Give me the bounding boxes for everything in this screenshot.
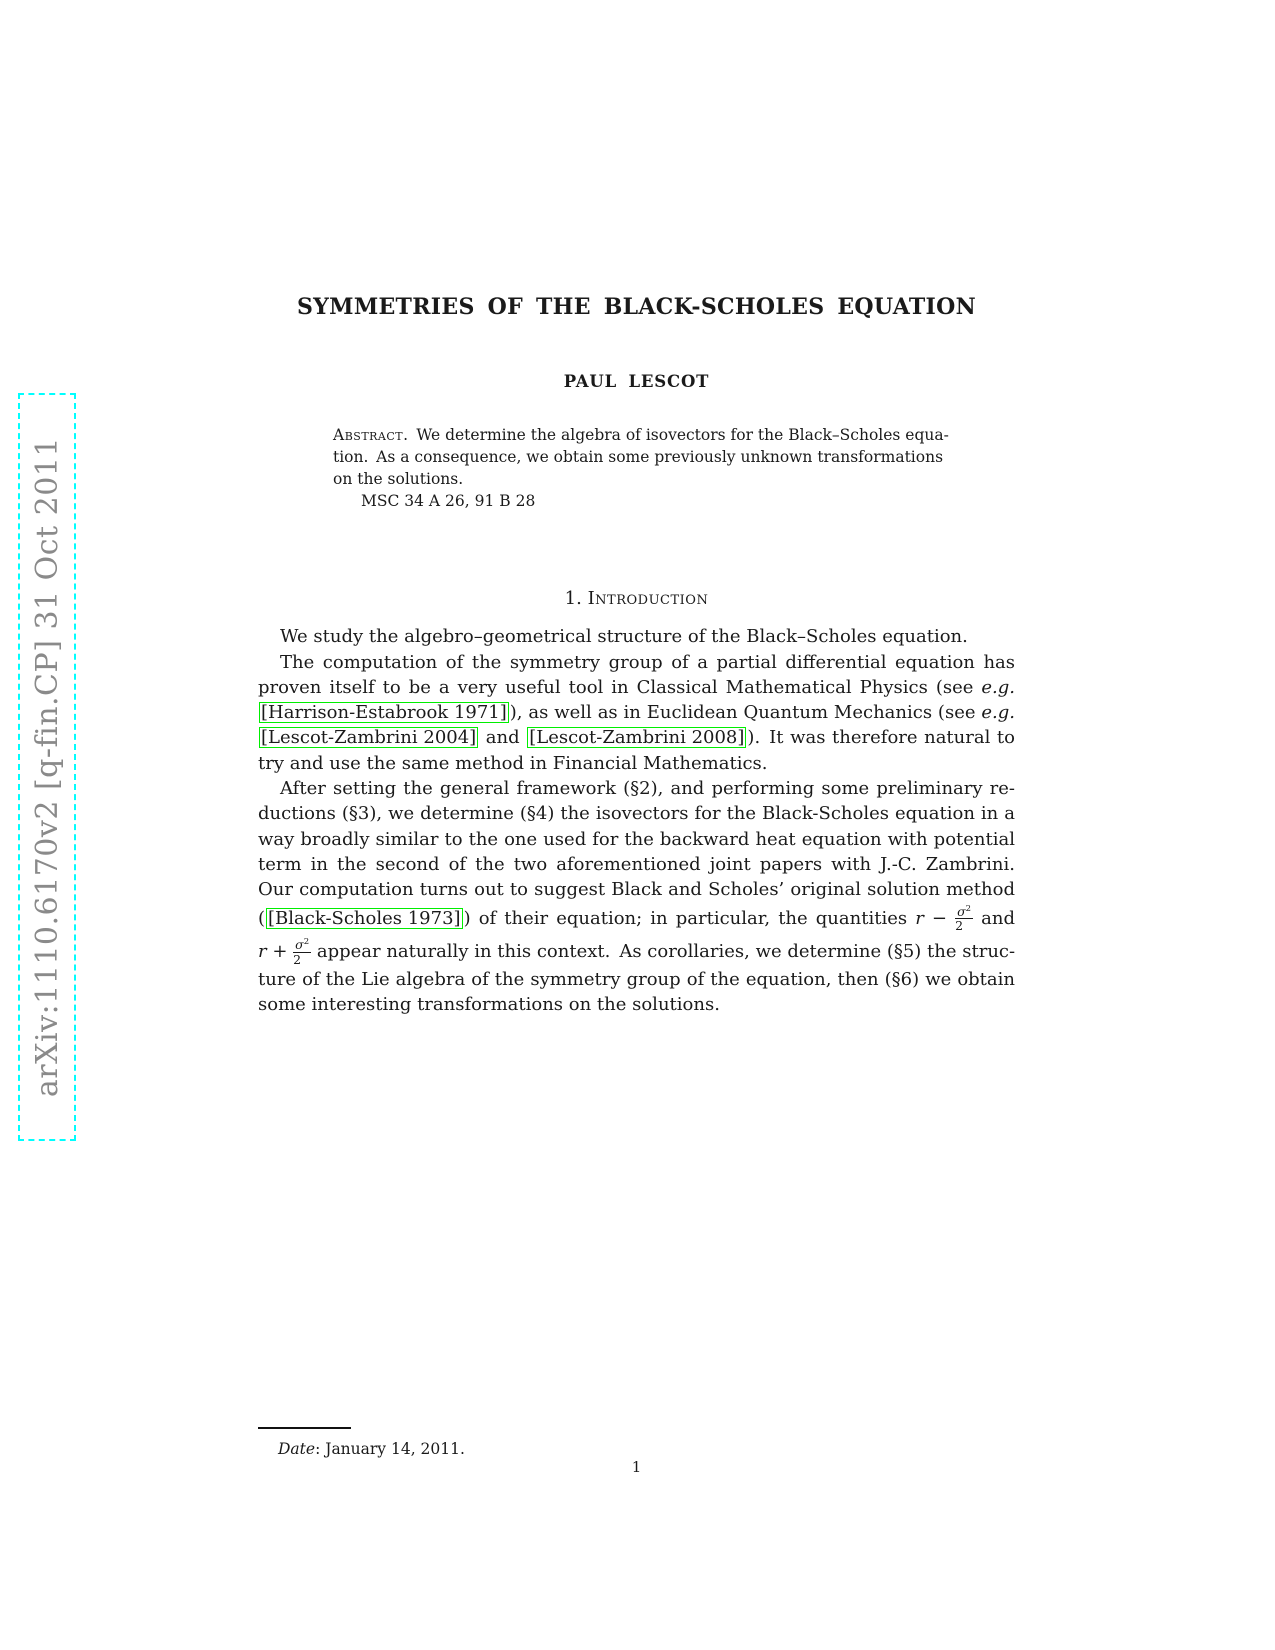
section-heading (258, 586, 1015, 611)
section-title: Introduction (587, 588, 709, 609)
math-fraction: $\frac{\sigma^2}{2}$ (955, 903, 972, 934)
text-run: ), as well as in Euclidean Quantum Mechanics (see (509, 702, 982, 724)
body-line (258, 967, 1015, 992)
abstract-label: Abstract. (333, 426, 409, 444)
text-run: and (973, 907, 1015, 929)
date-label: Date (278, 1440, 316, 1458)
citation-link[interactable]: [Lescot-Zambrini 2008] (529, 727, 745, 749)
text-run: ) of their equation; in particular, the quantities (463, 907, 916, 929)
body-line (258, 700, 1015, 725)
text-run: The computation of the symmetry group of a partial differential equation has (280, 651, 1015, 673)
text-run: and (479, 727, 527, 749)
text-run: some interesting transformations on the solutions. (258, 994, 720, 1016)
body-line (258, 624, 1015, 649)
body-line (258, 725, 1015, 750)
body-line (258, 801, 1015, 826)
date-value: : January 14, 2011. (315, 1440, 465, 1458)
arxiv-watermark-box (18, 393, 76, 1141)
abstract-line (333, 424, 949, 446)
text-run: Our computation turns out to suggest Black and Scholes’ original solution method (258, 879, 1015, 901)
text-run: + (266, 941, 294, 963)
body-line (258, 992, 1015, 1017)
text-run: ). It was therefore natural to (747, 727, 1016, 749)
italic-text: r (915, 907, 924, 929)
text-run: way broadly similar to the one used for the backward heat equation with potential (258, 828, 1015, 850)
text-run: try and use the same method in Financial Mathematics. (258, 752, 768, 774)
text-run: After setting the general framework (§2), and performing some preliminary re- (280, 778, 1015, 800)
text-run: ture of the Lie algebra of the symmetry group of the equation, then (§6) we obtain (258, 968, 1015, 990)
math-fraction: $\frac{\sigma^2}{2}$ (293, 937, 310, 968)
section-number: 1. (564, 588, 582, 609)
text-run: We study the algebro–geometrical structure of the Black–Scholes equation. (280, 626, 968, 648)
body-line (258, 776, 1015, 801)
abstract-line: on the solutions. (333, 470, 464, 488)
body-line (258, 675, 1015, 700)
date-line (258, 1440, 1015, 1458)
paper-title: SYMMETRIES OF THE BLACK-SCHOLES EQUATION (296, 294, 977, 320)
italic-text: e.g. (981, 702, 1015, 724)
text-run: appear naturally in this context. As corollaries, we determine (§5) the struc- (311, 941, 1016, 963)
body-text (258, 624, 1015, 1017)
body-line (258, 751, 1015, 776)
citation-link[interactable]: [Lescot-Zambrini 2004] (261, 727, 477, 749)
body-line (258, 938, 1015, 967)
abstract-text: We determine the algebra of isovectors for the Black–Scholes equa- (408, 426, 949, 444)
body-line (258, 827, 1015, 852)
body-line (258, 877, 1015, 902)
body-line (258, 905, 1015, 934)
text-run: − (923, 907, 956, 929)
msc-line: MSC 34 A 26, 91 B 28 (361, 492, 536, 510)
citation-link[interactable]: [Black-Scholes 1973] (268, 907, 461, 929)
italic-text: e.g. (981, 676, 1015, 698)
body-line (258, 852, 1015, 877)
text-run: ductions (§3), we determine (§4) the isovectors for the Black-Scholes equation in a (258, 803, 1015, 825)
italic-text: r (258, 941, 267, 963)
introduction-section (258, 586, 1015, 1017)
abstract (333, 424, 949, 512)
page-number: 1 (631, 1458, 642, 1476)
abstract-line: tion. As a consequence, we obtain some previously unknown transformations (333, 448, 944, 466)
citation-link[interactable]: [Harrison-Estabrook 1971] (261, 702, 507, 724)
footnote-rule (258, 1427, 351, 1429)
arxiv-identifier: arXiv:1110.6170v2 [q-fin.CP] 31 Oct 2011 (29, 436, 65, 1098)
text-run: proven itself to be a very useful tool in Classical Mathematical Physics (see (258, 676, 982, 698)
paper-author: PAUL LESCOT (563, 372, 710, 391)
text-run: ( (258, 907, 266, 929)
body-line (258, 650, 1015, 675)
text-run: term in the second of the two aforementioned joint papers with J.-C. Zambrini. (258, 853, 1015, 875)
